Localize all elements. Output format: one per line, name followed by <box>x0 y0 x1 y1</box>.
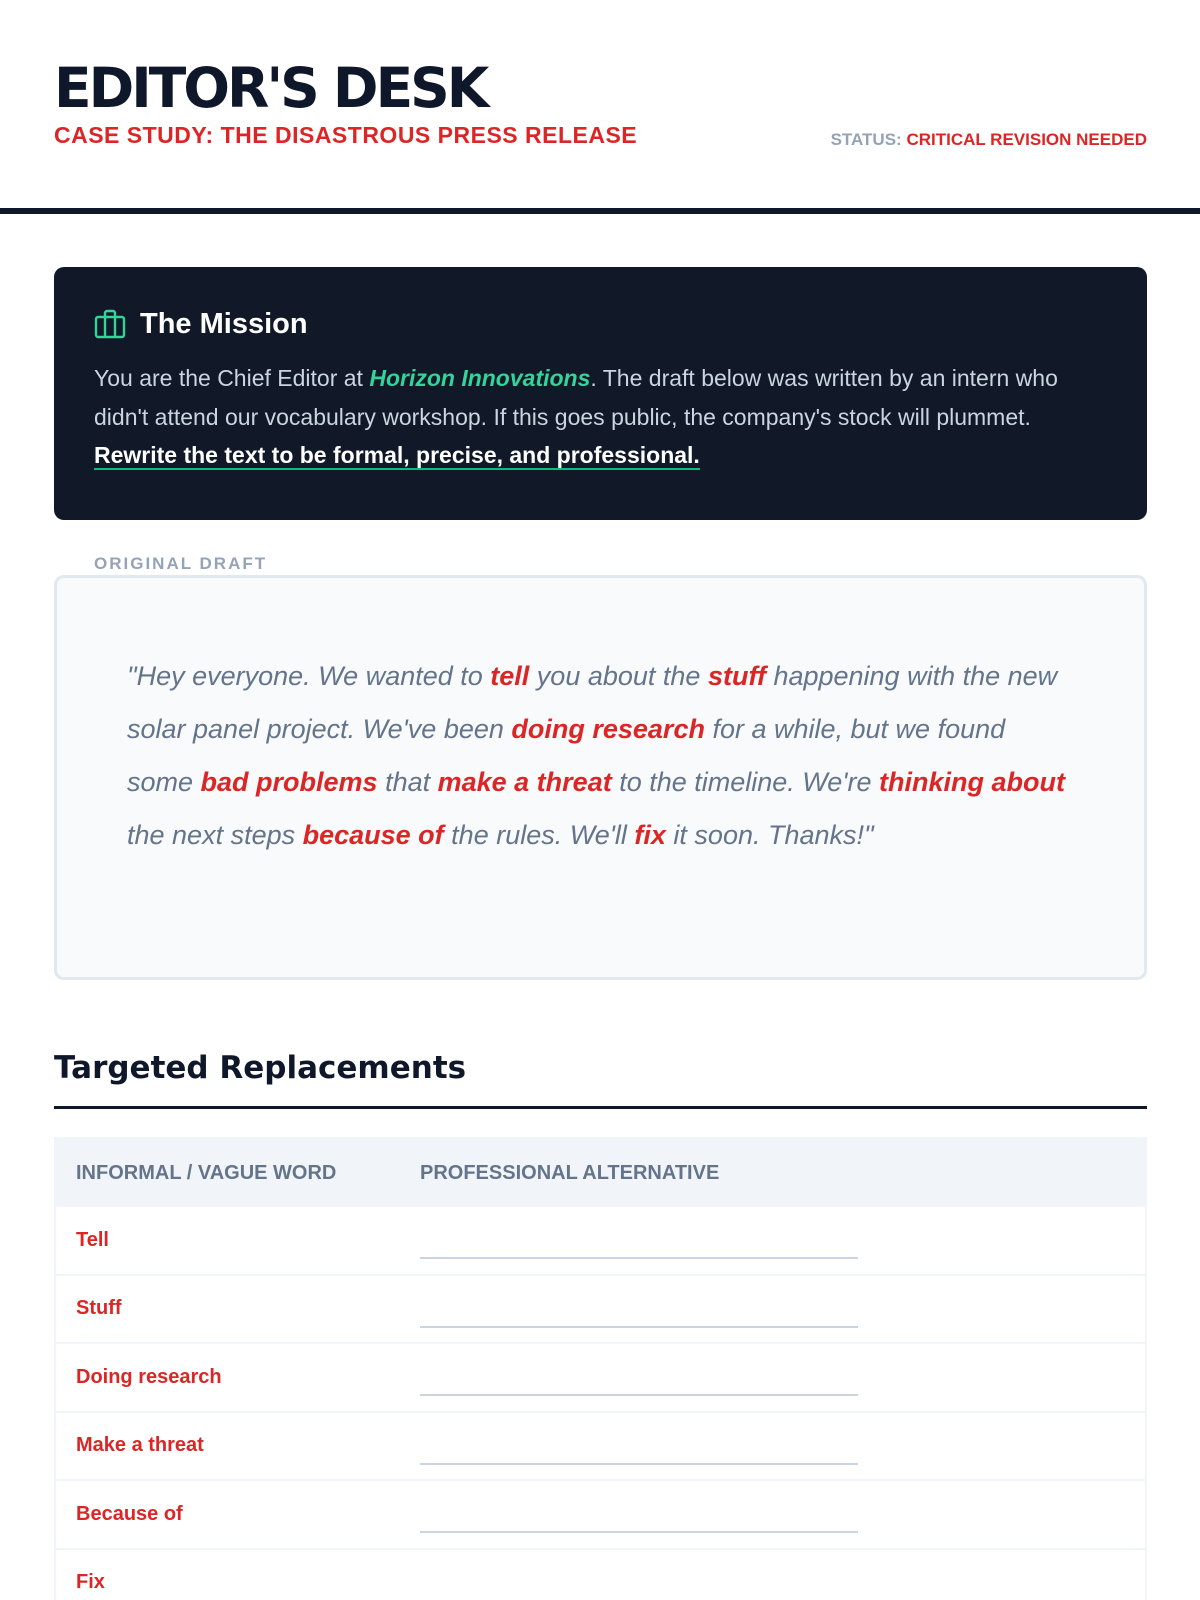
table-row <box>56 1481 1145 1550</box>
mission-intro: You are the Chief Editor at <box>94 365 370 391</box>
answer-blank[interactable] <box>420 1221 858 1259</box>
draft-segment: happening with the new solar panel project. We've been <box>127 661 1058 744</box>
informal-word: Stuff <box>76 1297 122 1320</box>
draft-segment: it soon. Thanks!" <box>665 820 874 850</box>
table-row <box>56 1207 1145 1276</box>
draft-segment: that <box>377 767 438 797</box>
page-title: EDITOR'S DESK <box>54 56 487 120</box>
flagged-word: stuff <box>707 661 766 691</box>
draft-text <box>127 650 1078 862</box>
status-label: STATUS: <box>830 130 902 149</box>
draft-segment: you about the <box>529 661 708 691</box>
column-header-professional: PROFESSIONAL ALTERNATIVE <box>420 1161 720 1184</box>
page-subtitle: CASE STUDY: THE DISASTROUS PRESS RELEASE <box>54 122 638 148</box>
flagged-word: make a threat <box>437 767 612 797</box>
table-body <box>56 1207 1145 1600</box>
column-header-informal: INFORMAL / VAGUE WORD <box>76 1161 337 1184</box>
draft-segment: for a while, but we found some <box>127 714 1006 797</box>
table-row <box>56 1550 1145 1600</box>
draft-segment: the next steps <box>127 820 303 850</box>
draft-segment: the rules. We'll <box>443 820 635 850</box>
section-title: Targeted Replacements <box>54 1050 467 1086</box>
mission-title: The Mission <box>140 307 308 340</box>
flagged-word: bad problems <box>200 767 378 797</box>
mission-header <box>94 307 1107 341</box>
draft-segment: to the timeline. We're <box>611 767 879 797</box>
section-divider <box>54 1106 1147 1109</box>
informal-word: Doing research <box>76 1365 222 1388</box>
informal-word: Because of <box>76 1502 183 1525</box>
flagged-word: tell <box>490 661 530 691</box>
draft-label: ORIGINAL DRAFT <box>80 554 281 574</box>
answer-blank[interactable] <box>420 1427 858 1465</box>
informal-word: Make a threat <box>76 1434 204 1457</box>
table-row <box>56 1276 1145 1345</box>
draft-segment: "Hey everyone. We wanted to <box>127 661 491 691</box>
flagged-word: thinking about <box>878 767 1065 797</box>
replacements-table <box>54 1137 1147 1600</box>
mission-card <box>54 267 1147 520</box>
flagged-word: fix <box>634 820 666 850</box>
company-name: Horizon Innovations <box>369 365 591 391</box>
page-header <box>0 0 1200 214</box>
table-row <box>56 1344 1145 1413</box>
original-draft-box <box>54 575 1147 980</box>
briefcase-icon <box>94 309 126 339</box>
flagged-word: doing research <box>511 714 705 744</box>
answer-blank[interactable] <box>420 1495 858 1533</box>
status-badge: CRITICAL REVISION NEEDED <box>906 130 1147 149</box>
table-row <box>56 1413 1145 1482</box>
informal-word: Fix <box>76 1571 105 1594</box>
mission-task: Rewrite the text to be formal, precise, and professional. <box>94 442 700 468</box>
table-header <box>56 1139 1145 1207</box>
mission-description <box>94 359 1104 475</box>
mission-body-text: . The draft below was written by an intern who didn't attend our vocabulary workshop. If this goes public, the company's stock will plummet. <box>94 365 1058 430</box>
answer-blank[interactable] <box>420 1290 858 1328</box>
answer-blank[interactable] <box>420 1358 858 1396</box>
flagged-word: because of <box>302 820 444 850</box>
informal-word: Tell <box>76 1228 109 1251</box>
answer-blank[interactable] <box>420 1564 858 1600</box>
status-indicator <box>831 130 1147 150</box>
